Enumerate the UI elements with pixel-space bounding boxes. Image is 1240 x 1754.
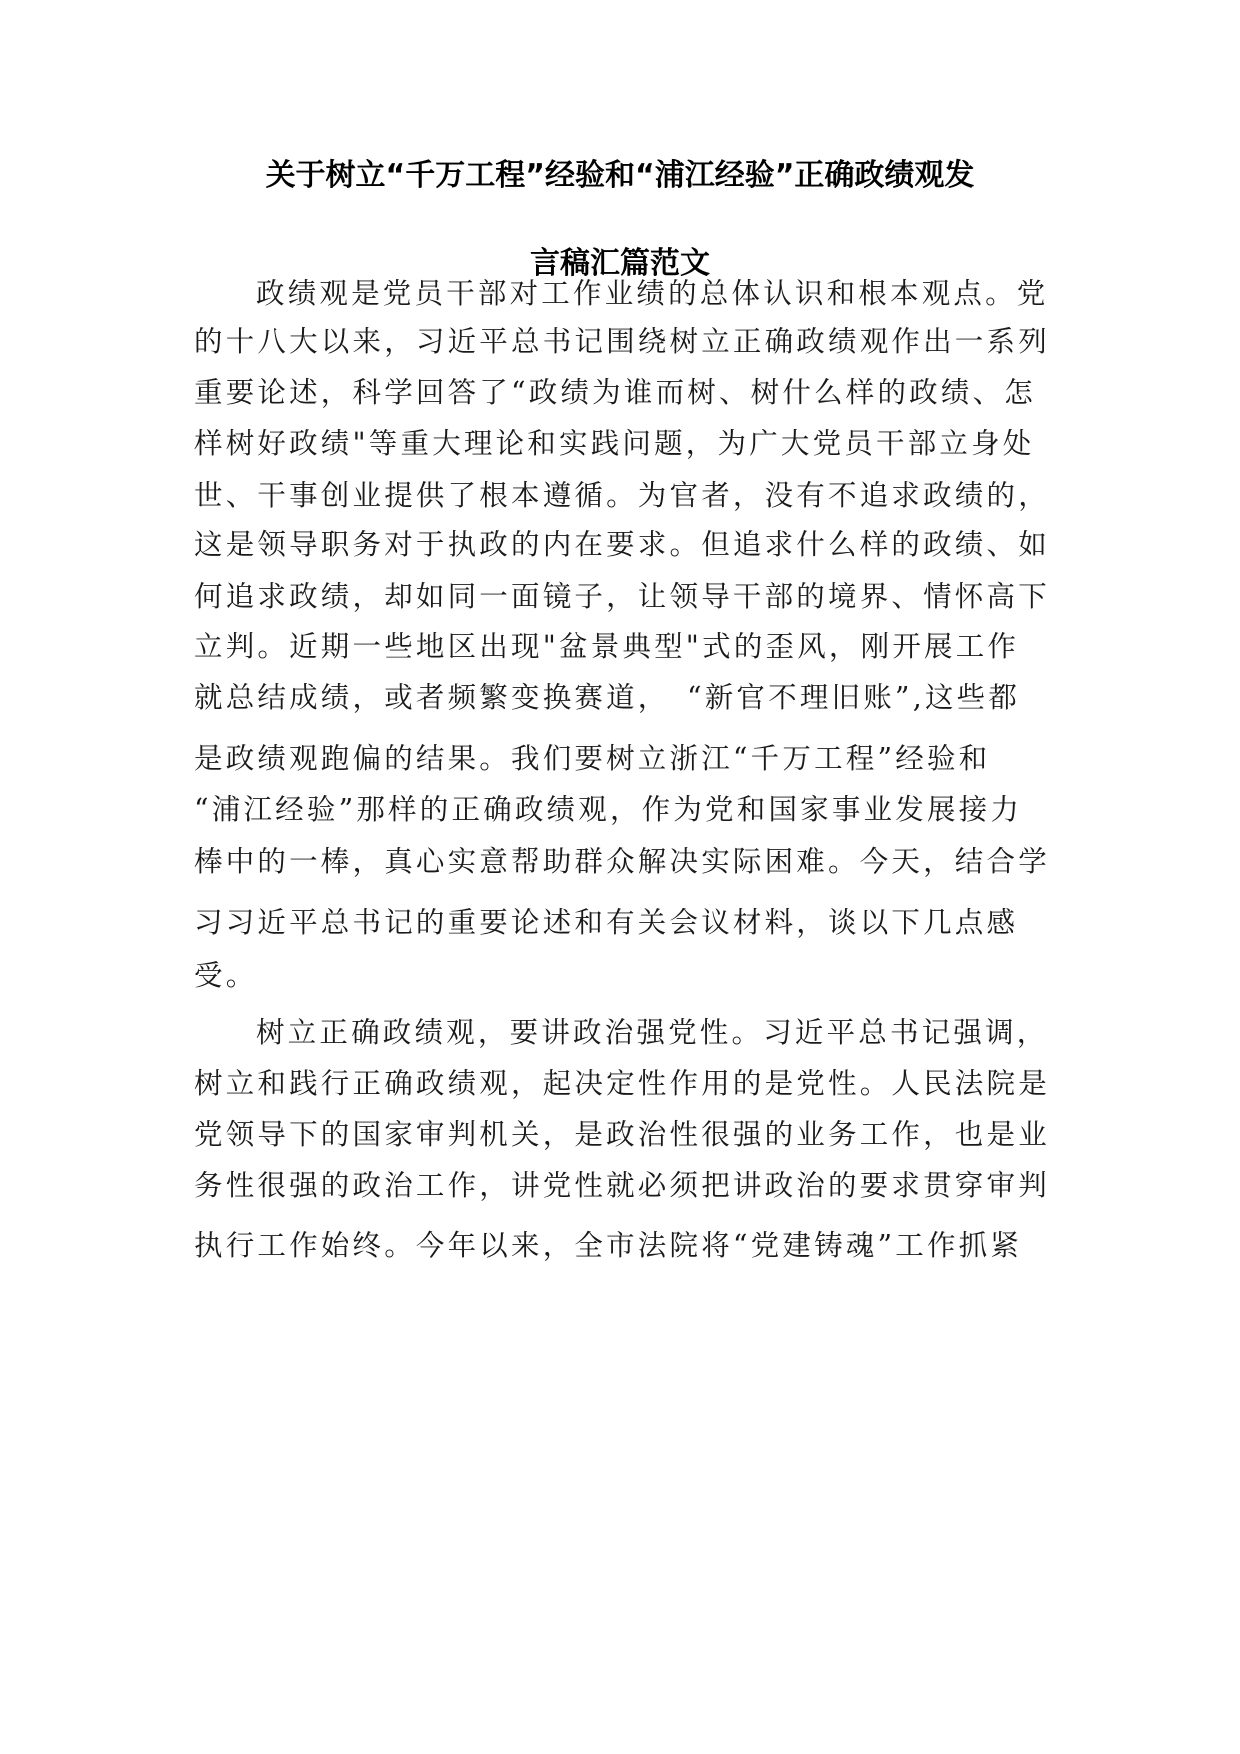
paragraph-1-line-13: 习习近平总书记的重要论述和有关会议材料，谈以下几点感 bbox=[194, 906, 1019, 939]
paragraph-1-line-6: 这是领导职务对于执政的内在要求。但追求什么样的政绩、如 bbox=[194, 528, 1050, 561]
paragraph-1-line-11: “浦江经验”那样的正确政绩观，作为党和国家事业发展接力 bbox=[194, 793, 1023, 826]
paragraph-1-line-14: 受。 bbox=[194, 959, 258, 992]
paragraph-2-line-2: 树立和践行正确政绩观，起决定性作用的是党性。人民法院是 bbox=[194, 1067, 1050, 1100]
paragraph-1-line-9: 就总结成绩，或者频繁变换赛道， “新官不理旧账”,这些都 bbox=[194, 681, 1021, 714]
paragraph-1-line-8: 立判。近期一些地区出现"盆景典型"式的歪风，刚开展工作 bbox=[194, 630, 1020, 663]
paragraph-1-line-5: 世、干事创业提供了根本遵循。为官者，没有不追求政绩的， bbox=[194, 479, 1050, 512]
paragraph-1-line-1: 政绩观是党员干部对工作业绩的总体认识和根本观点。党 bbox=[256, 277, 1049, 310]
paragraph-2-line-4: 务性很强的政治工作，讲党性就必须把讲政治的要求贯穿审判 bbox=[194, 1169, 1050, 1202]
paragraph-2-line-5: 执行工作始终。今年以来，全市法院将“党建铸魂”工作抓紧 bbox=[194, 1229, 1023, 1262]
paragraph-1-line-4: 样树好政绩"等重大理论和实践问题，为广大党员干部立身处 bbox=[194, 427, 1035, 460]
paragraph-1-line-3: 重要论述，科学回答了“政绩为谁而树、树什么样的政绩、怎 bbox=[194, 376, 1036, 409]
paragraph-1-line-2: 的十八大以来，习近平总书记围绕树立正确政绩观作出一系列 bbox=[194, 325, 1050, 358]
document-title-line-2: 言稿汇篇范文 bbox=[530, 246, 710, 281]
paragraph-2-line-3: 党领导下的国家审判机关，是政治性很强的业务工作，也是业 bbox=[194, 1118, 1050, 1151]
paragraph-2-line-1: 树立正确政绩观，要讲政治强党性。习近平总书记强调， bbox=[256, 1016, 1049, 1049]
paragraph-1-line-7: 何追求政绩，却如同一面镜子，让领导干部的境界、情怀高下 bbox=[194, 580, 1050, 613]
document-title-line-1: 关于树立“千万工程”经验和“浦江经验”正确政绩观发 bbox=[265, 158, 975, 193]
paragraph-1-line-12: 棒中的一棒，真心实意帮助群众解决实际困难。今天，结合学 bbox=[194, 845, 1050, 878]
paragraph-1-line-10: 是政绩观跑偏的结果。我们要树立浙江“千万工程”经验和 bbox=[194, 742, 991, 775]
